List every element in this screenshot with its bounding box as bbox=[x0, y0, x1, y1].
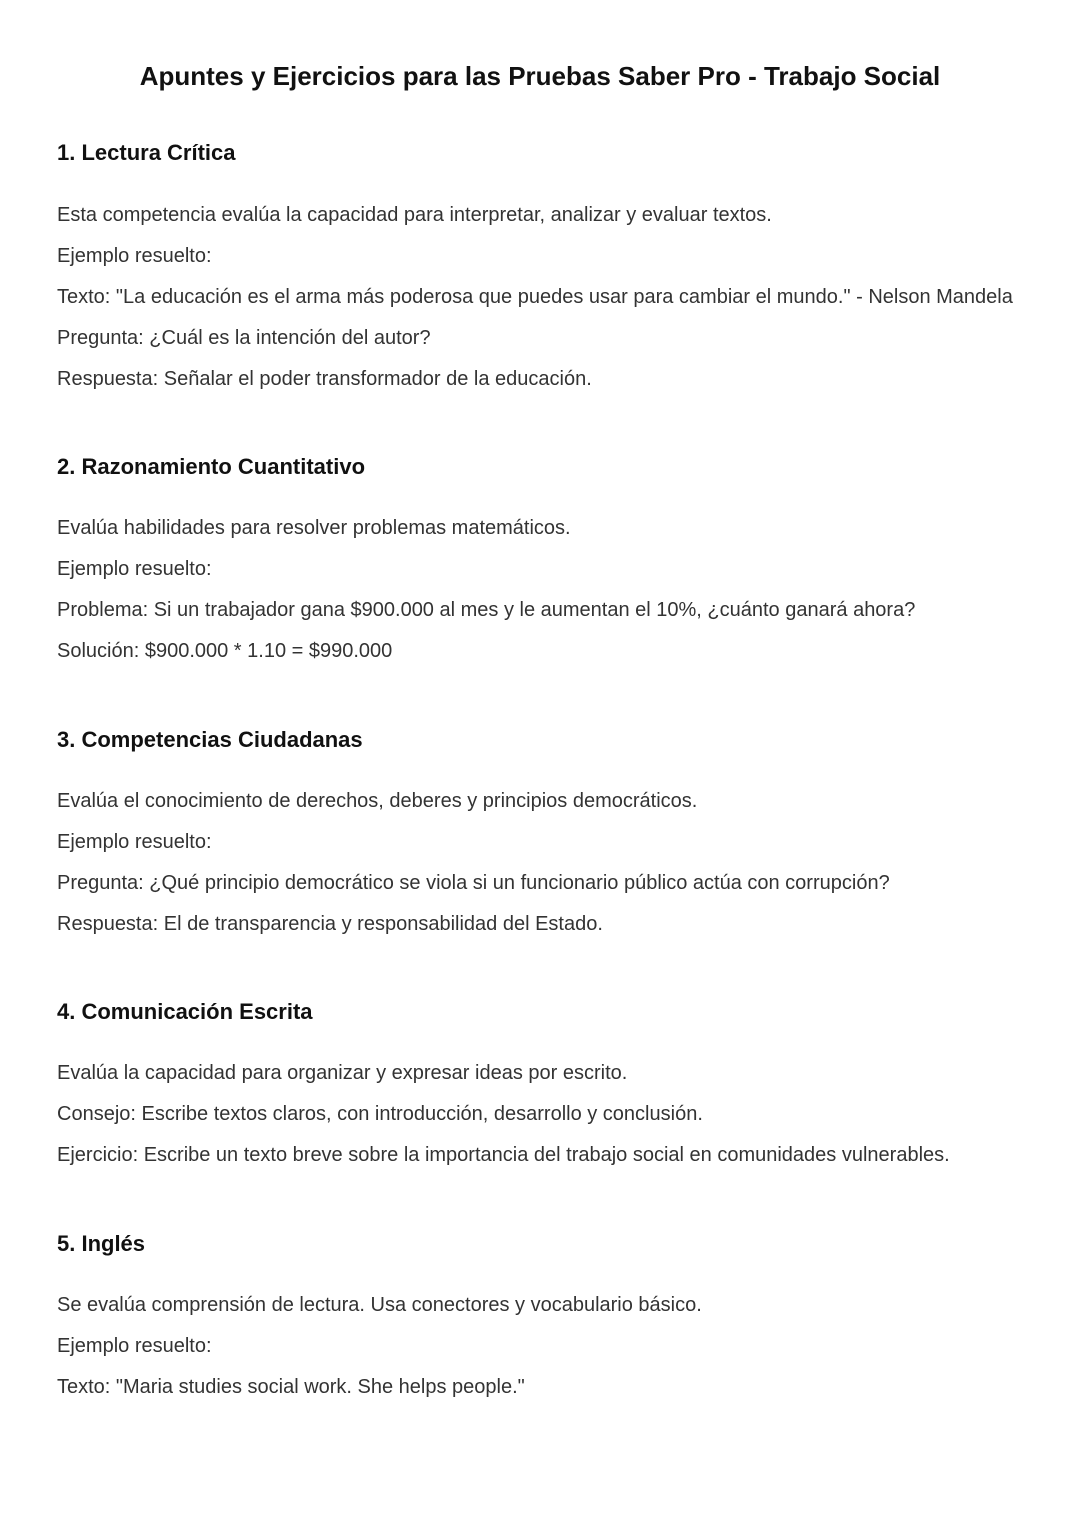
section-line: Ejemplo resuelto: bbox=[57, 1335, 212, 1357]
document-title: Apuntes y Ejercicios para las Pruebas Saber Pro - Trabajo Social bbox=[139, 61, 941, 91]
section-line: Pregunta: ¿Qué principio democrático se viola si un funcionario público actúa con corrupción? bbox=[57, 872, 890, 894]
section-line: Ejemplo resuelto: bbox=[57, 245, 212, 267]
section-line: Esta competencia evalúa la capacidad para interpretar, analizar y evaluar textos. bbox=[57, 204, 772, 226]
section-line: Texto: "Maria studies social work. She helps people." bbox=[57, 1376, 525, 1398]
section-line: Evalúa habilidades para resolver problemas matemáticos. bbox=[57, 517, 571, 539]
section-line: Texto: "La educación es el arma más poderosa que puedes usar para cambiar el mundo." - Nelson Mandela bbox=[57, 286, 1013, 308]
section-heading-lectura-critica: 1. Lectura Crítica bbox=[57, 140, 236, 165]
section-heading-comunicacion-escrita: 4. Comunicación Escrita bbox=[57, 999, 313, 1024]
section-line: Pregunta: ¿Cuál es la intención del autor? bbox=[57, 327, 431, 349]
section-line: Evalúa el conocimiento de derechos, deberes y principios democráticos. bbox=[57, 790, 698, 812]
section-heading-competencias-ciudadanas: 3. Competencias Ciudadanas bbox=[57, 727, 363, 752]
section-line: Consejo: Escribe textos claros, con introducción, desarrollo y conclusión. bbox=[57, 1103, 703, 1125]
section-line: Evalúa la capacidad para organizar y expresar ideas por escrito. bbox=[57, 1062, 628, 1084]
section-heading-razonamiento-cuantitativo: 2. Razonamiento Cuantitativo bbox=[57, 454, 366, 479]
section-line: Respuesta: El de transparencia y responsabilidad del Estado. bbox=[57, 913, 603, 935]
section-line: Solución: $900.000 * 1.10 = $990.000 bbox=[57, 640, 393, 662]
section-line: Se evalúa comprensión de lectura. Usa conectores y vocabulario básico. bbox=[57, 1294, 702, 1316]
section-line: Ejemplo resuelto: bbox=[57, 831, 212, 853]
section-line: Ejemplo resuelto: bbox=[57, 558, 212, 580]
section-heading-ingles: 5. Inglés bbox=[57, 1231, 146, 1256]
section-line: Problema: Si un trabajador gana $900.000 al mes y le aumentan el 10%, ¿cuánto ganará ahora? bbox=[57, 599, 916, 621]
section-line: Respuesta: Señalar el poder transformador de la educación. bbox=[57, 368, 592, 390]
section-line: Ejercicio: Escribe un texto breve sobre la importancia del trabajo social en comunidades vulnerables. bbox=[57, 1144, 950, 1166]
